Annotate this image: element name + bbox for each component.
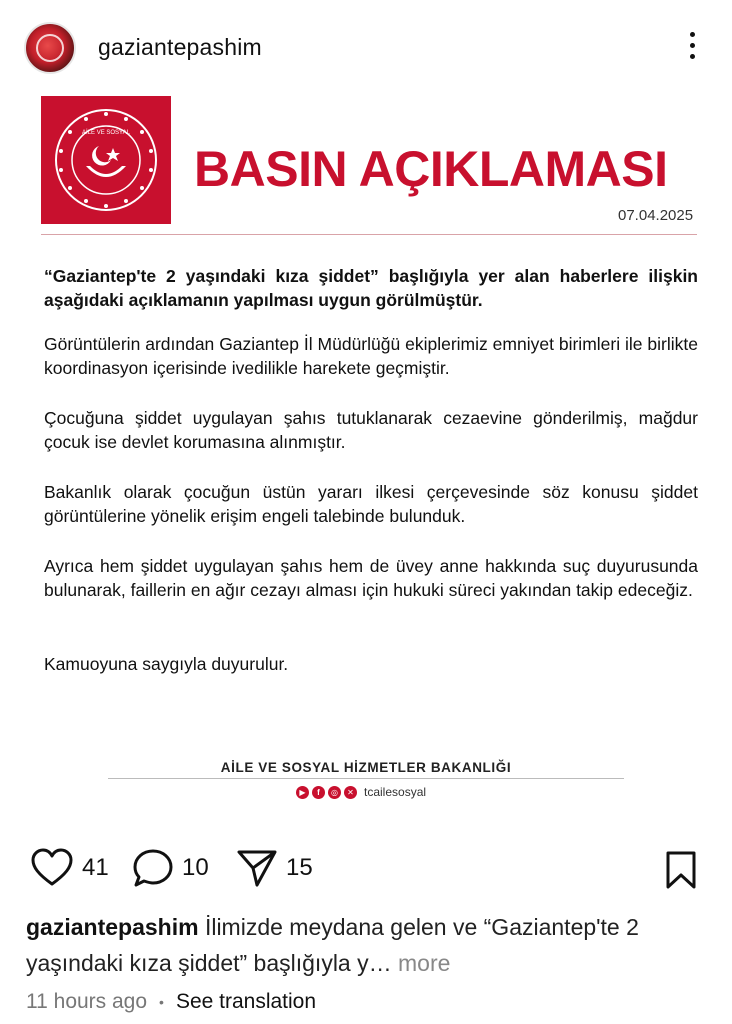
comment-button[interactable] (132, 848, 209, 888)
timestamp: 11 hours ago (26, 990, 148, 1013)
share-button[interactable] (236, 848, 313, 888)
social-handle: tcailesosyal (364, 785, 427, 799)
avatar[interactable] (24, 22, 76, 74)
social-links (296, 783, 426, 801)
youtube-icon: ▶ (296, 786, 309, 799)
x-icon: ✕ (344, 786, 357, 799)
divider (108, 778, 624, 779)
see-translation-link[interactable]: See translation (175, 990, 317, 1013)
post-header (0, 0, 732, 96)
press-date: 07.04.2025 (618, 207, 694, 224)
avatar-emblem-icon (36, 34, 64, 62)
action-bar (0, 840, 732, 900)
post-image[interactable] (0, 96, 732, 816)
post-meta (26, 990, 316, 1014)
username[interactable]: gaziantepashim (98, 34, 262, 60)
send-icon (236, 848, 278, 888)
bookmark-icon (664, 850, 698, 890)
like-count: 41 (82, 854, 109, 881)
separator-dot: • (159, 994, 164, 1010)
comment-icon (132, 848, 174, 888)
caption (26, 909, 716, 981)
like-button[interactable] (30, 848, 109, 888)
press-paragraph: Kamuoyuna saygıyla duyurulur. (44, 654, 289, 674)
press-paragraph: Bakanlık olarak çocuğun üstün yararı ilkesi çerçevesinde söz konusu şiddet görüntülerine yönelik erişim engeli talebinde bulunduk. (44, 482, 698, 526)
more-link[interactable]: more (398, 950, 451, 976)
ministry-emblem-icon (41, 96, 171, 224)
press-paragraph: Çocuğuna şiddet uygulayan şahıs tutuklanarak cezaevine gönderilmiş, mağdur çocuk ise devlet korumasına alınmıştır. (44, 408, 698, 452)
facebook-icon: f (312, 786, 325, 799)
press-title: BASIN AÇIKLAMASI (194, 141, 668, 197)
caption-text: İlimizde meydana gelen ve “Gaziantep'te 2 yaşındaki kıza şiddet” başlığıyla y… (26, 914, 639, 976)
instagram-icon: ◎ (328, 786, 341, 799)
svg-text:AİLE VE SOSYAL: AİLE VE SOSYAL (82, 130, 130, 136)
press-lead: “Gaziantep'te 2 yaşındaki kıza şiddet” başlığıyla yer alan haberlere ilişkin aşağıdaki açıklamanın yapılması uygun görülmüştür. (44, 266, 698, 310)
divider (41, 234, 697, 235)
press-paragraph: Ayrıca hem şiddet uygulayan şahıs hem de üvey anne hakkında suç duyurusunda bulunarak, faillerin en ağır cezayı alması için hukuki süreci yakından takip edeceğiz. (44, 556, 698, 600)
ministry-name: AİLE VE SOSYAL HİZMETLER BAKANLIĞI (220, 760, 512, 775)
comment-count: 10 (182, 854, 209, 881)
caption-username[interactable]: gaziantepashim (26, 914, 199, 940)
heart-icon (30, 848, 74, 888)
ministry-logo (41, 96, 171, 224)
share-count: 15 (286, 854, 313, 881)
more-options-icon[interactable] (680, 32, 704, 66)
save-button[interactable] (664, 850, 698, 890)
press-paragraph: Görüntülerin ardından Gaziantep İl Müdürlüğü ekiplerimiz emniyet birimleri ile birlikte koordinasyon içerisinde ivedilikle harekete geçmiştir. (44, 334, 698, 378)
